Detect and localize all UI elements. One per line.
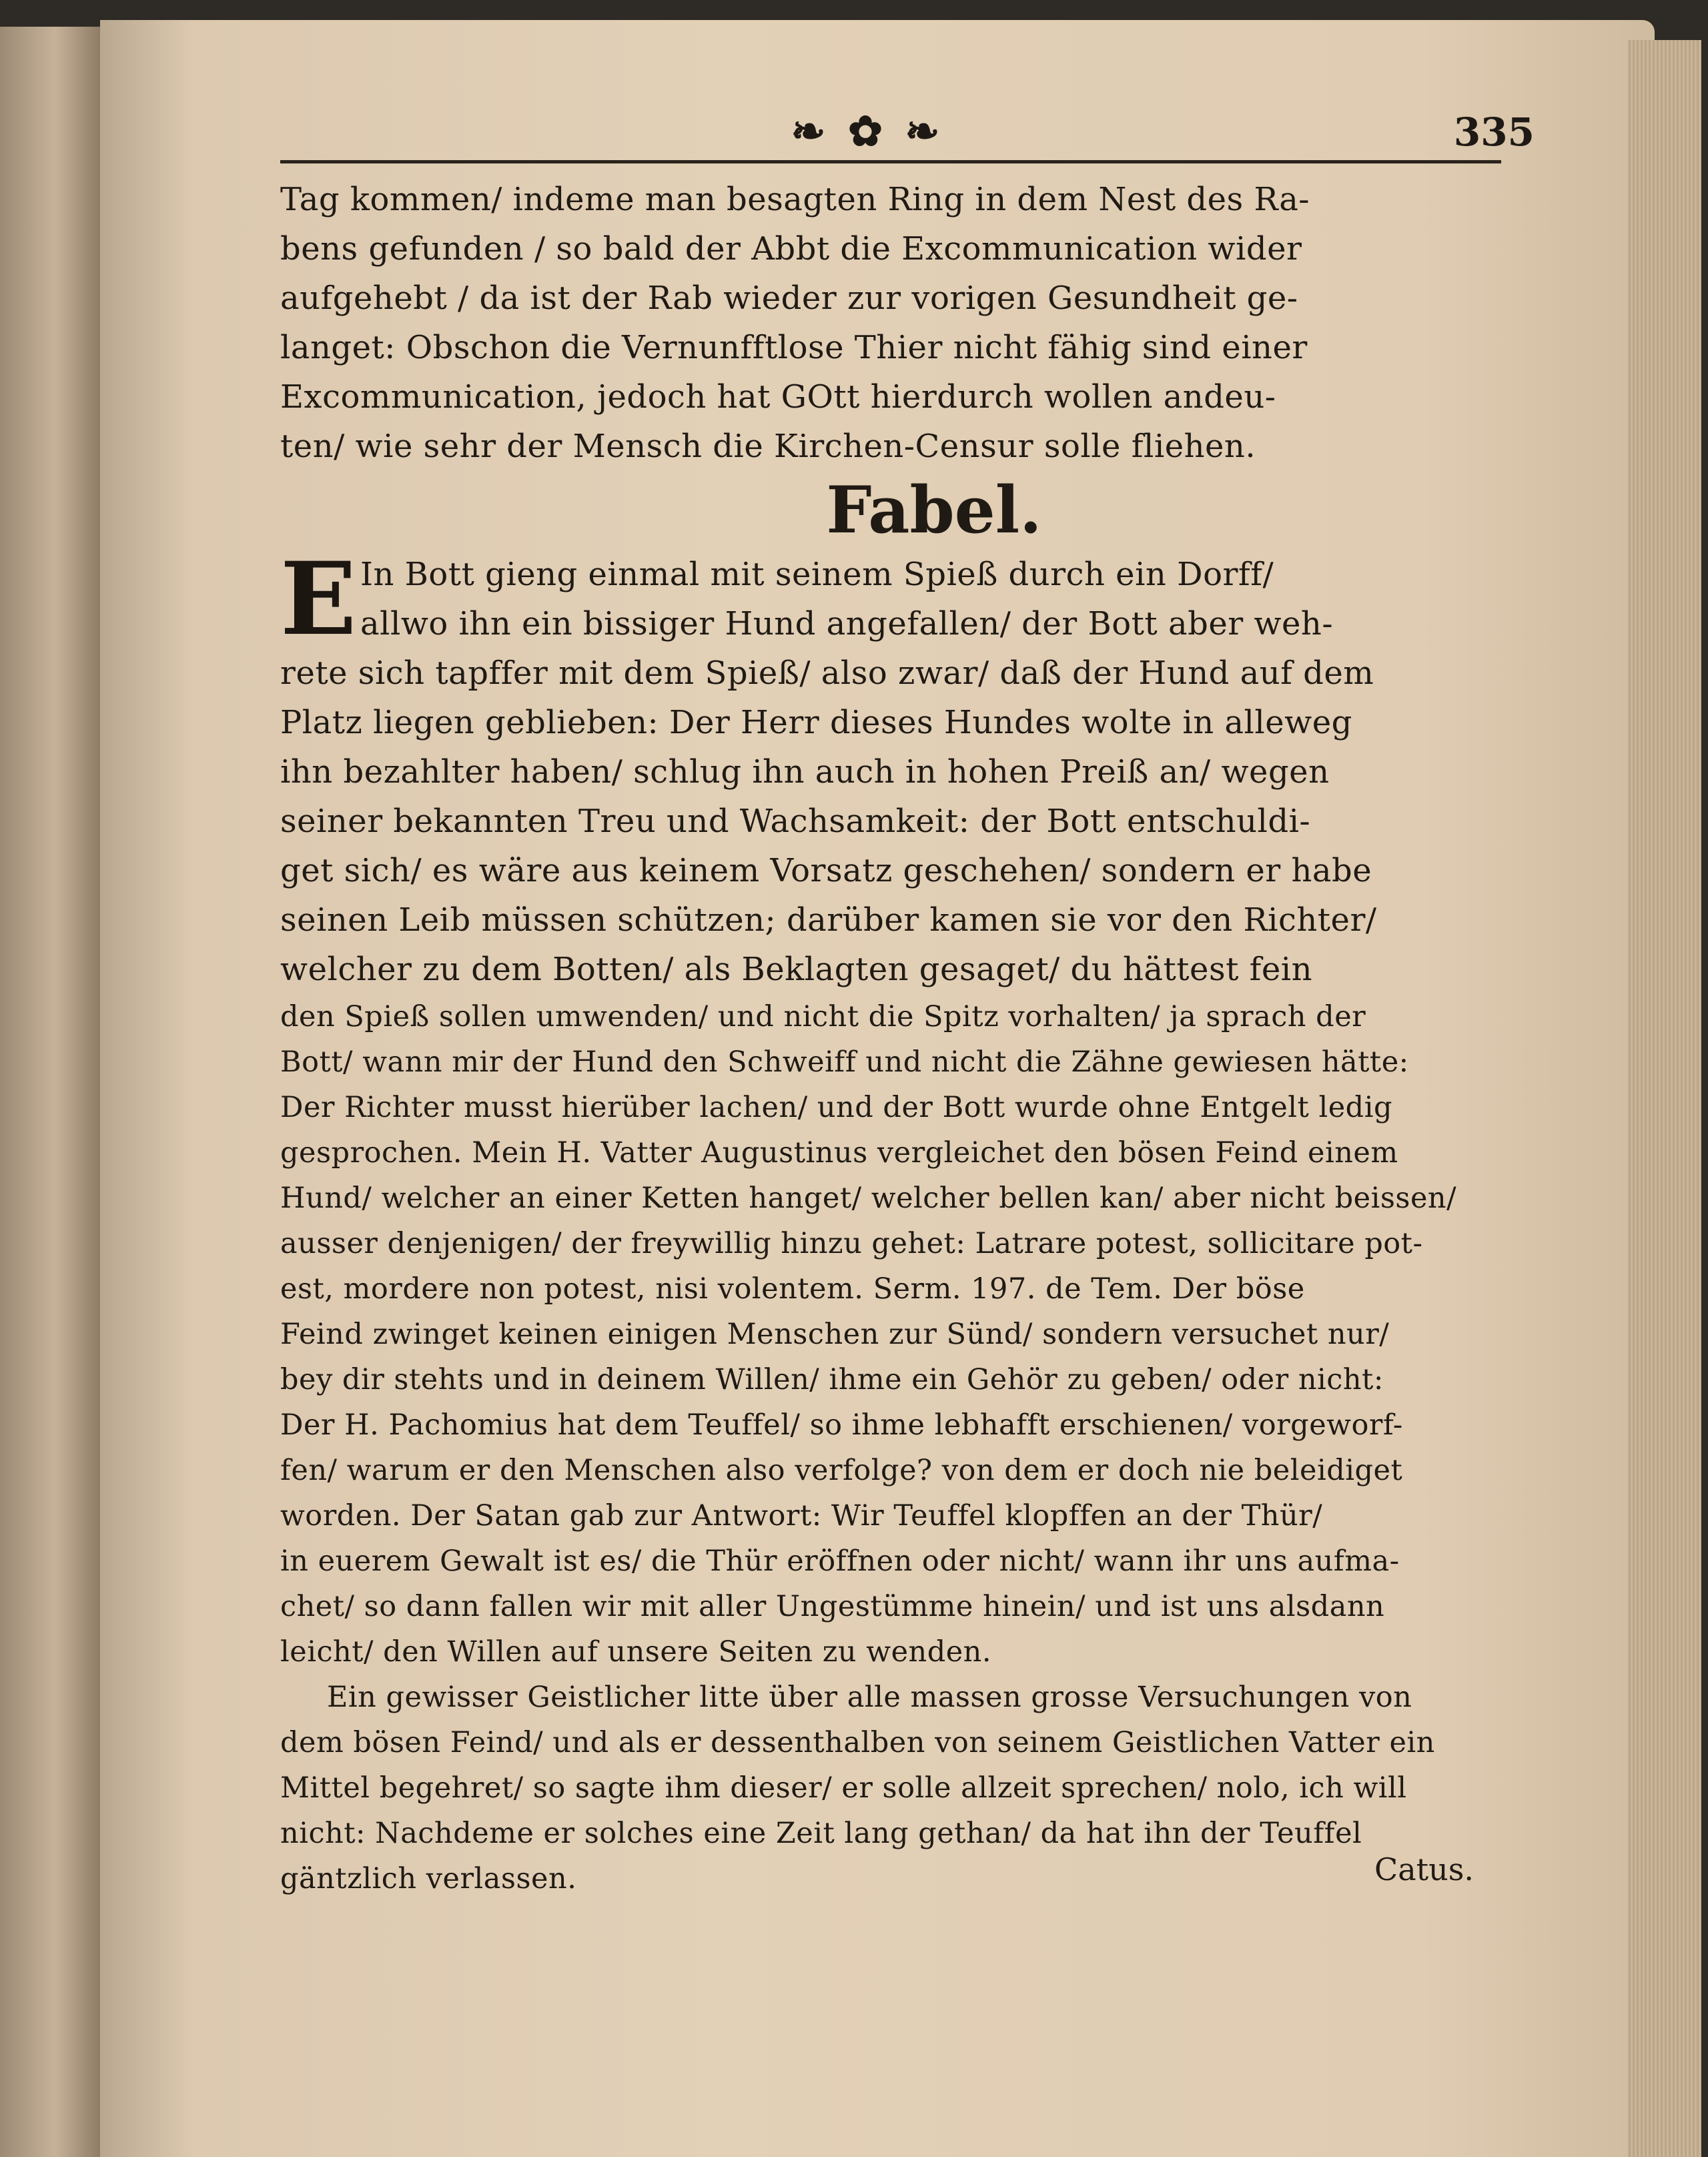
text-line: welcher zu dem Botten/ als Beklagten gesaget/ du hättest fein xyxy=(280,951,1313,988)
catchword: Catus. xyxy=(1374,1851,1474,1887)
header-ornament: ❧ ✿ ❧ xyxy=(791,107,944,155)
running-header xyxy=(267,107,1555,160)
text-line: gäntzlich verlassen. xyxy=(280,1862,577,1895)
text-line: Hund/ welcher an einer Ketten hanget/ welcher bellen kan/ aber nicht beissen/ xyxy=(280,1182,1457,1215)
text-line: Tag kommen/ indeme man besagten Ring in dem Nest des Ra- xyxy=(280,181,1310,218)
text-line: ten/ wie sehr der Mensch die Kirchen-Censur solle fliehen. xyxy=(280,428,1256,465)
text-line: seinen Leib müssen schützen; darüber kamen sie vor den Richter/ xyxy=(280,901,1377,939)
text-line: leicht/ den Willen auf unsere Seiten zu wenden. xyxy=(280,1635,992,1669)
text-line: allwo ihn ein bissiger Hund angefallen/ der Bott aber weh- xyxy=(360,605,1334,642)
text-line: seiner bekannten Treu und Wachsamkeit: der Bott entschuldi- xyxy=(280,803,1311,840)
text-line: Der H. Pachomius hat dem Teuffel/ so ihme lebhafft erschienen/ vorgeworf- xyxy=(280,1408,1403,1442)
text-line: bens gefunden / so bald der Abbt die Excommunication wider xyxy=(280,230,1302,268)
text-line: rete sich tapffer mit dem Spieß/ also zwar/ daß der Hund auf dem xyxy=(280,655,1374,692)
text-line: Platz liegen geblieben: Der Herr dieses Hundes wolte in alleweg xyxy=(280,704,1352,741)
text-line: Excommunication, jedoch hat GOtt hierdurch wollen andeu- xyxy=(280,378,1276,416)
text-line: In Bott gieng einmal mit seinem Spieß durch ein Dorff/ xyxy=(360,556,1274,593)
facing-page-edge xyxy=(0,27,100,2157)
text-line: nicht: Nachdeme er solches eine Zeit lang gethan/ da hat ihn der Teuffel xyxy=(280,1817,1362,1850)
text-line: aufgehebt / da ist der Rab wieder zur vorigen Gesundheit ge- xyxy=(280,280,1298,317)
text-line: ihn bezahlter haben/ schlug ihn auch in hohen Preiß an/ wegen xyxy=(280,753,1330,791)
text-line: Feind zwinget keinen einigen Menschen zur Sünd/ sondern versuchet nur/ xyxy=(280,1318,1390,1351)
page-stack-edges xyxy=(1628,40,1701,2157)
text-line: ausser denjenigen/ der freywillig hinzu gehet: Latrare potest, sollicitare pot- xyxy=(280,1227,1423,1260)
text-line: in euerem Gewalt ist es/ die Thür eröffnen oder nicht/ wann ihr uns aufma- xyxy=(280,1545,1400,1578)
section-heading-fabel: Fabel. xyxy=(826,472,1042,548)
text-line: Ein gewisser Geistlicher litte über alle massen grosse Versuchungen von xyxy=(327,1681,1412,1714)
text-line: worden. Der Satan gab zur Antwort: Wir Teuffel klopffen an der Thür/ xyxy=(280,1499,1323,1533)
text-line: langet: Obschon die Vernunfftlose Thier nicht fähig sind einer xyxy=(280,329,1308,366)
text-line: gesprochen. Mein H. Vatter Augustinus vergleichet den bösen Feind einem xyxy=(280,1136,1398,1170)
header-rule xyxy=(280,160,1501,163)
text-line: Mittel begehret/ so sagte ihm dieser/ er solle allzeit sprechen/ nolo, ich will xyxy=(280,1771,1407,1805)
text-line: get sich/ es wäre aus keinem Vorsatz geschehen/ sondern er habe xyxy=(280,852,1372,889)
text-line: dem bösen Feind/ und als er dessenthalben von seinem Geistlichen Vatter ein xyxy=(280,1726,1435,1759)
text-line: den Spieß sollen umwenden/ und nicht die Spitz vorhalten/ ja sprach der xyxy=(280,1000,1366,1033)
text-line: Bott/ wann mir der Hund den Schweiff und nicht die Zähne gewiesen hätte: xyxy=(280,1045,1409,1079)
drop-capital: E xyxy=(280,540,357,658)
page-number: 335 xyxy=(1453,109,1535,155)
text-line: bey dir stehts und in deinem Willen/ ihme ein Gehör zu geben/ oder nicht: xyxy=(280,1363,1384,1396)
text-line: chet/ so dann fallen wir mit aller Ungestümme hinein/ und ist uns alsdann xyxy=(280,1590,1385,1623)
text-line: fen/ warum er den Menschen also verfolge? von dem er doch nie beleidiget xyxy=(280,1454,1403,1487)
text-line: Der Richter musst hierüber lachen/ und der Bott wurde ohne Entgelt ledig xyxy=(280,1091,1392,1124)
fabel-opening xyxy=(280,540,1494,658)
body-text xyxy=(280,175,1494,1901)
text-line: est, mordere non potest, nisi volentem. Serm. 197. de Tem. Der böse xyxy=(280,1272,1305,1306)
